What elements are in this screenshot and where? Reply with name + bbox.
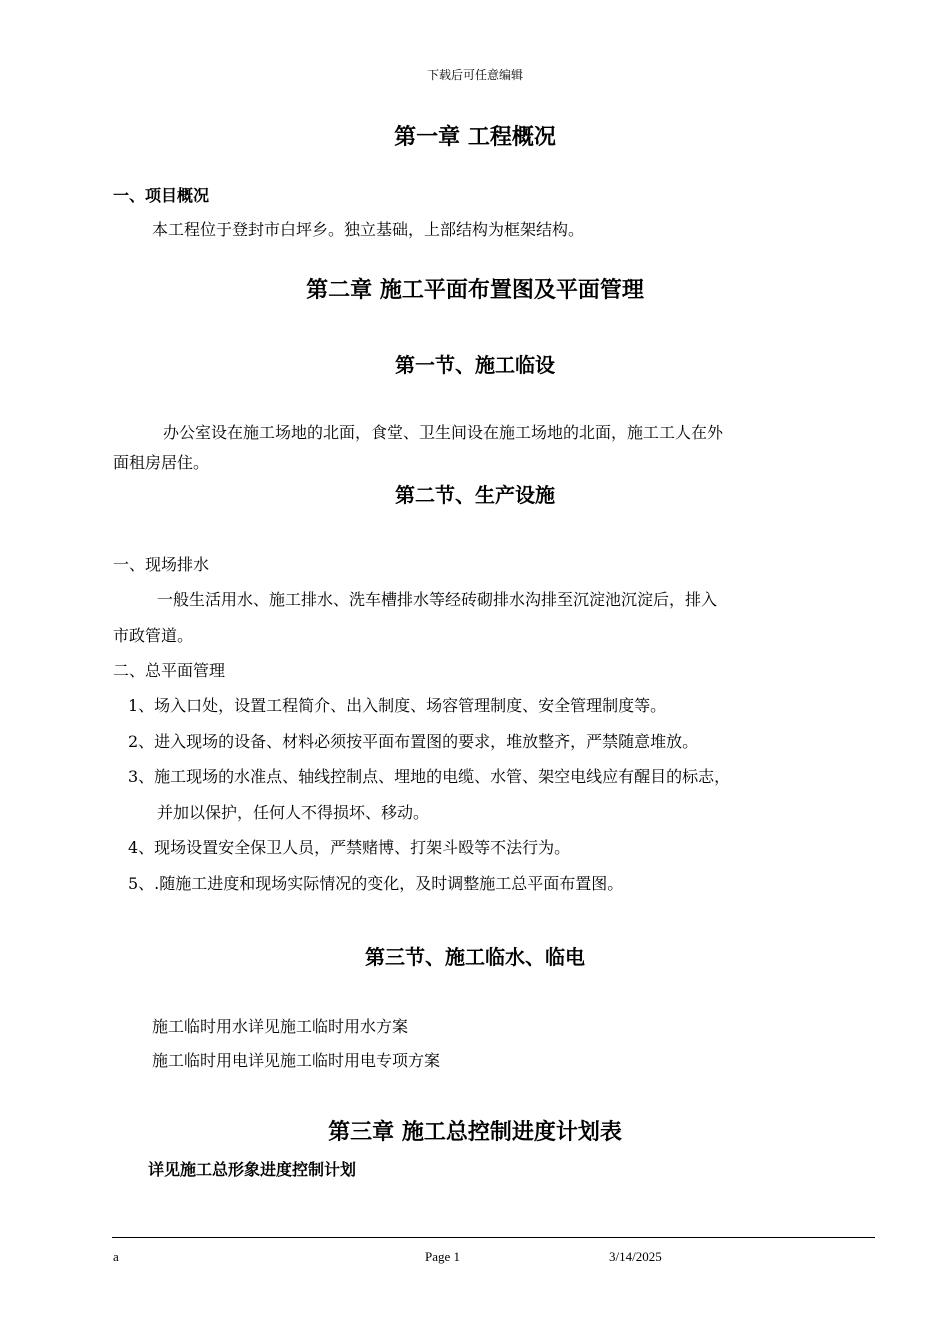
section-1-title: 第一节、施工临设 — [395, 353, 555, 377]
section-3-line-2: 施工临时用电详见施工临时用电专项方案 — [152, 1051, 441, 1070]
list-item: 3、施工现场的水准点、轴线控制点、埋地的电缆、水管、架空电线应有醒目的标志， — [128, 767, 731, 786]
section-3-line-1: 施工临时用水详见施工临时用水方案 — [152, 1017, 409, 1036]
list-item: 4、现场设置安全保卫人员，严禁赌博、打架斗殴等不法行为。 — [128, 838, 571, 857]
section-2-title: 第二节、生产设施 — [395, 483, 555, 507]
section-1-text-line-1: 办公室设在施工场地的北面，食堂、卫生间设在施工场地的北面，施工工人在外 — [163, 423, 724, 442]
list-item-continuation: 并加以保护，任何人不得损坏、移动。 — [157, 803, 430, 822]
section-2-item-1-text-line-1: 一般生活用水、施工排水、洗车槽排水等经砖砌排水沟排至沉淀池沉淀后，排入 — [157, 590, 718, 609]
section-2-item-2: 二、总平面管理 — [113, 661, 226, 680]
footer-left-text: a — [113, 1249, 119, 1264]
chapter-1-subheading: 一、项目概况 — [113, 186, 210, 205]
page-number: Page 1 — [425, 1249, 461, 1264]
chapter-1-text: 本工程位于登封市白坪乡。独立基础，上部结构为框架结构。 — [152, 220, 585, 239]
chapter-3-subheading: 详见施工总形象进度控制计划 — [148, 1160, 357, 1179]
list-item: 2、进入现场的设备、材料必须按平面布置图的要求，堆放整齐，严禁随意堆放。 — [128, 732, 699, 751]
footer-divider — [112, 1237, 875, 1238]
section-1-text-line-2: 面租房居住。 — [113, 453, 210, 472]
chapter-3-title: 第三章 施工总控制进度计划表 — [328, 1120, 622, 1145]
page-header: 下载后可任意编辑 — [426, 68, 523, 82]
section-2-item-1: 一、现场排水 — [113, 555, 210, 574]
chapter-1-title: 第一章 工程概况 — [394, 125, 556, 150]
chapter-2-title: 第二章 施工平面布置图及平面管理 — [306, 278, 644, 303]
section-3-title: 第三节、施工临水、临电 — [365, 945, 585, 969]
section-2-item-1-text-line-2: 市政管道。 — [113, 626, 194, 645]
list-item: 1、场入口处，设置工程简介、出入制度、场容管理制度、安全管理制度等。 — [128, 696, 667, 715]
list-item: 5、.随施工进度和现场实际情况的变化，及时调整施工总平面布置图。 — [128, 874, 624, 893]
footer-date: 3/14/2025 — [609, 1249, 662, 1264]
